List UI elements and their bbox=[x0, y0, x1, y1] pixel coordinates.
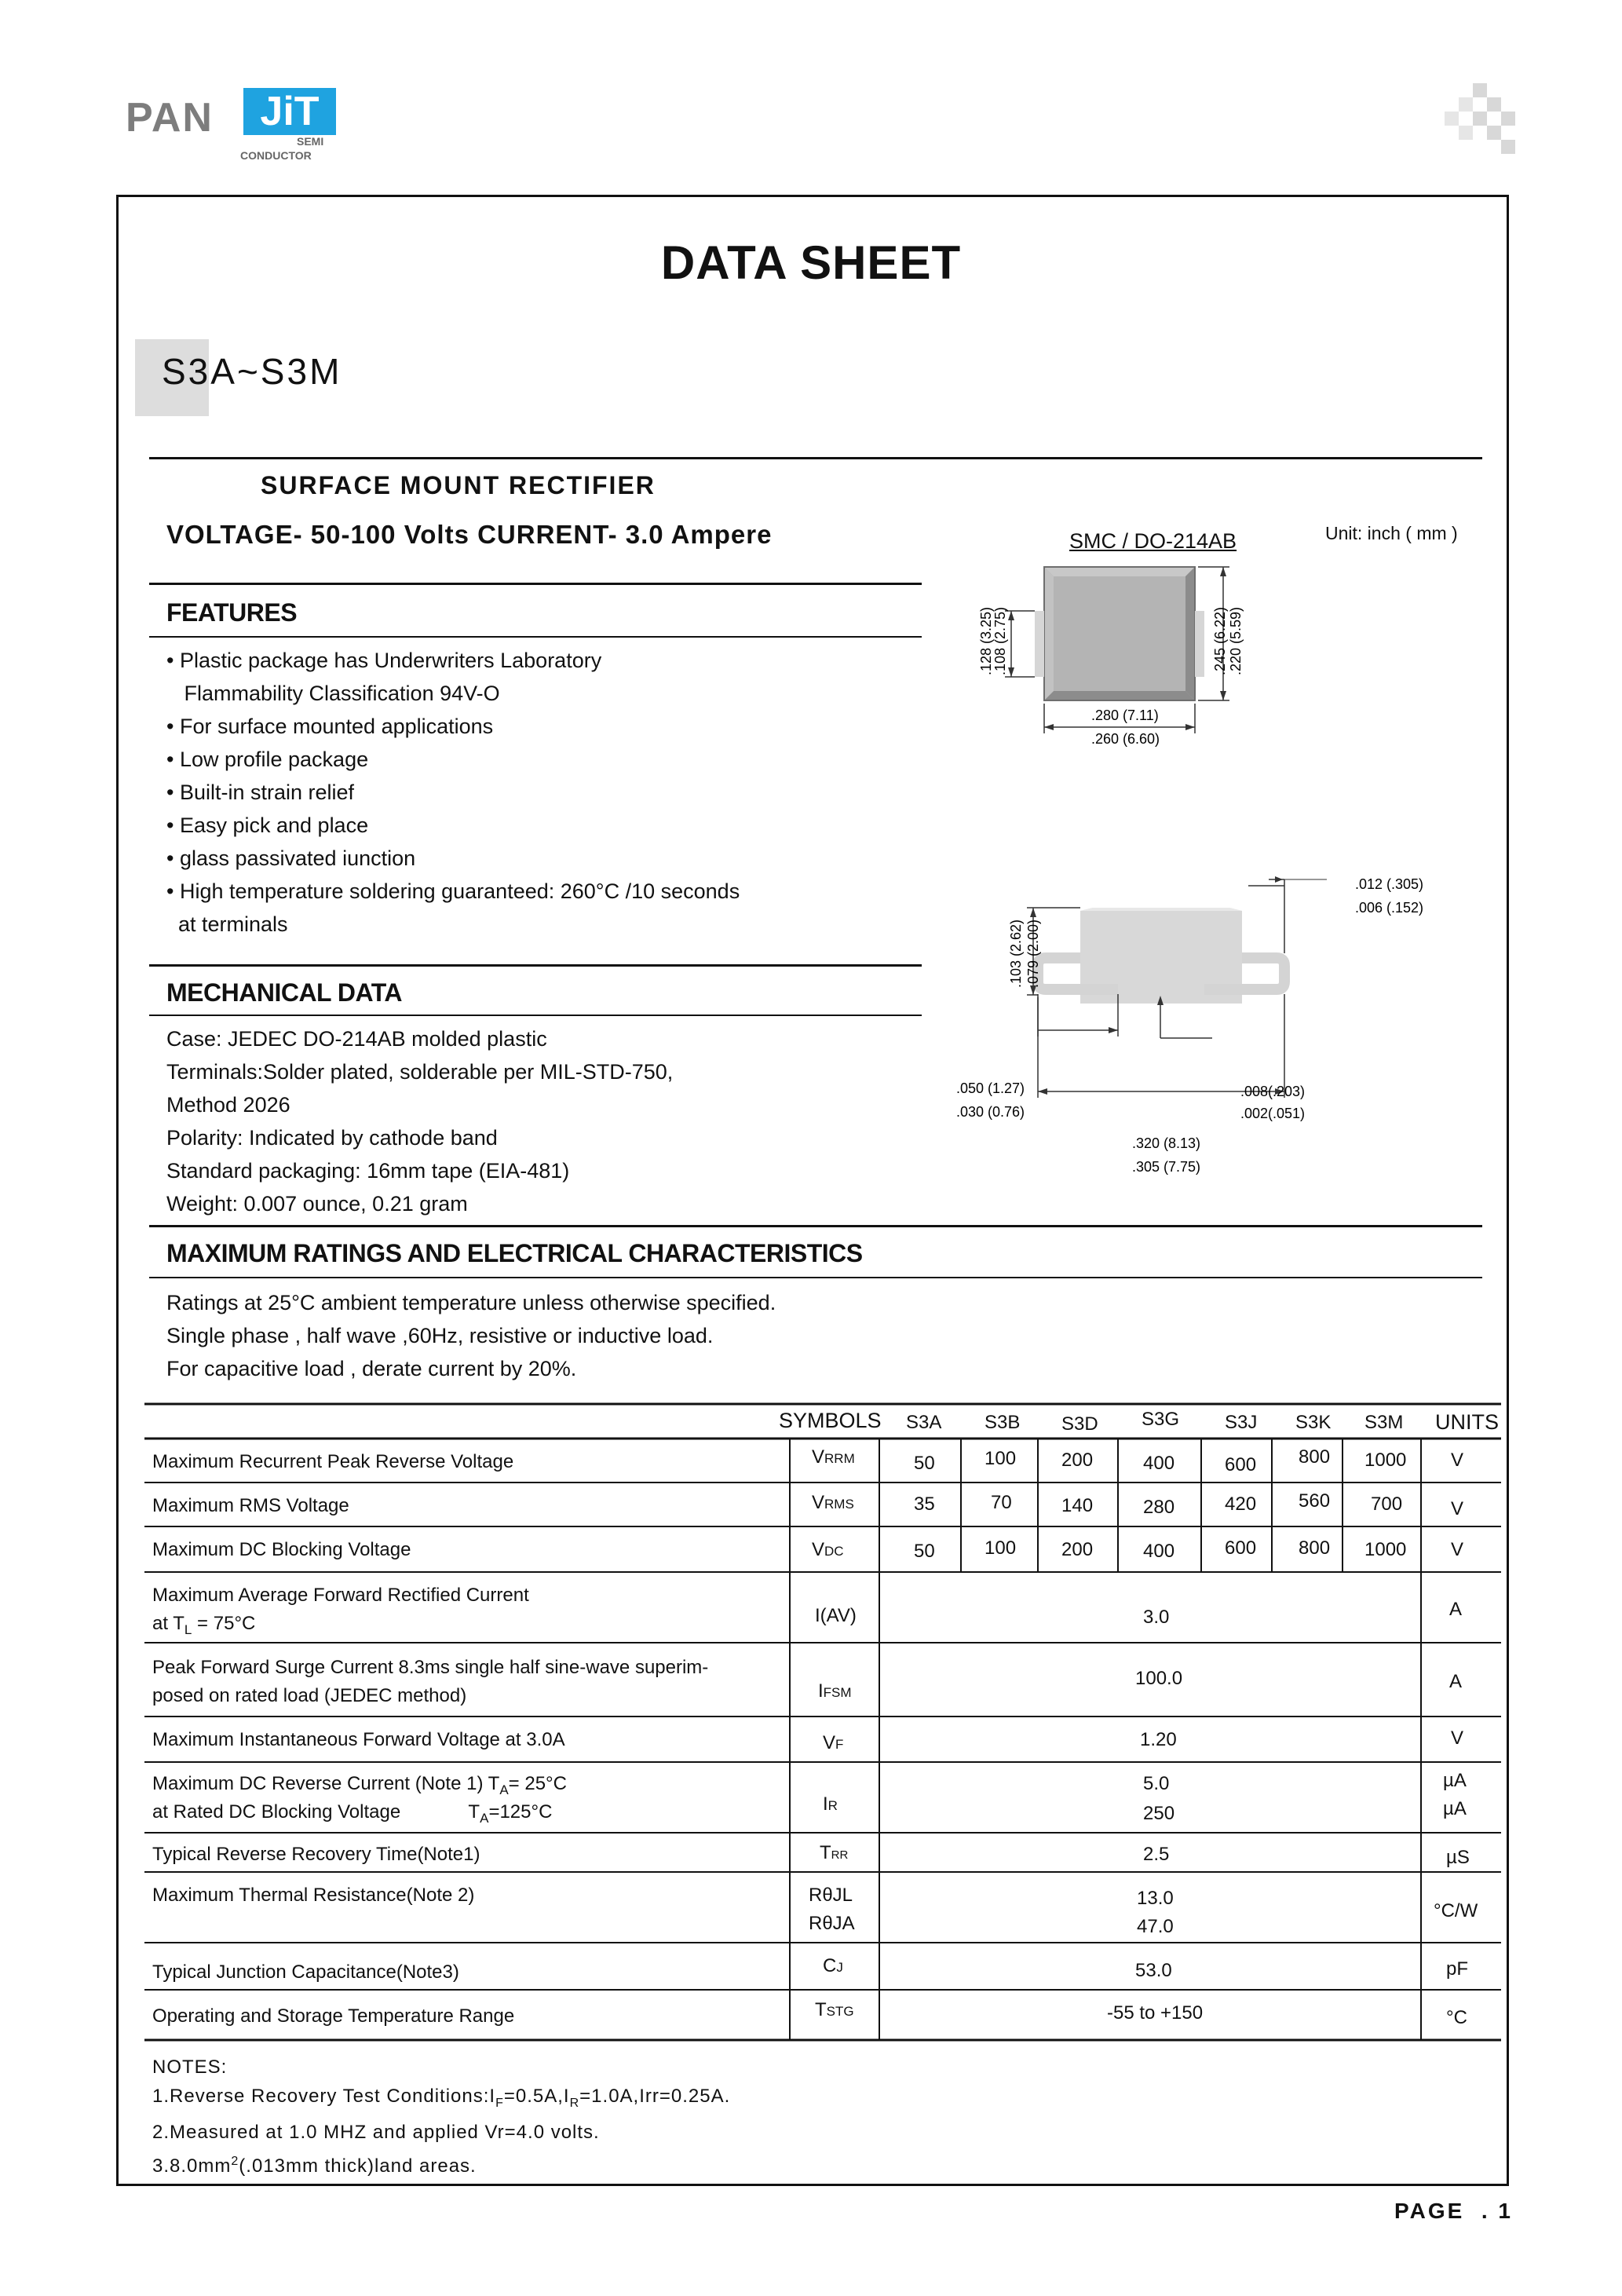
page-title: DATA SHEET bbox=[660, 236, 962, 289]
header-s3m: S3M bbox=[1364, 1412, 1404, 1433]
feature-item: • Low profile package bbox=[166, 748, 369, 771]
row-symbol: TRR bbox=[820, 1842, 849, 1863]
value-s3k: 800 bbox=[1299, 1537, 1331, 1559]
value-s3d: 200 bbox=[1061, 1539, 1094, 1560]
row-symbol: VRMS bbox=[812, 1492, 854, 1513]
value-s3j: 420 bbox=[1225, 1493, 1257, 1515]
features-heading: FEATURES bbox=[166, 598, 298, 627]
row-param: Typical Reverse Recovery Time(Note1) bbox=[152, 1844, 480, 1865]
feature-item: • glass passivated iunction bbox=[166, 846, 416, 870]
row-symbol: TSTG bbox=[815, 1999, 854, 2020]
value-s3a: 50 bbox=[914, 1453, 935, 1474]
row-value-2: 47.0 bbox=[1137, 1916, 1174, 1937]
part-number: S3A~S3M bbox=[162, 351, 342, 392]
value-s3g: 400 bbox=[1143, 1453, 1175, 1474]
row-value: 100.0 bbox=[1135, 1668, 1183, 1689]
row-value-2: 250 bbox=[1143, 1803, 1175, 1824]
value-s3j: 600 bbox=[1225, 1454, 1257, 1475]
row-param: Maximum Average Forward Rectified Current bbox=[152, 1585, 529, 1606]
row-unit: A bbox=[1449, 1671, 1463, 1692]
ratings-note: Ratings at 25°C ambient temperature unless otherwise specified. bbox=[166, 1291, 776, 1314]
logo-semi-text: SEMI bbox=[297, 135, 324, 148]
feature-item: • Easy pick and place bbox=[166, 813, 369, 837]
row-value: 1.20 bbox=[1140, 1729, 1177, 1750]
value-s3b: 100 bbox=[985, 1537, 1017, 1559]
row-unit: A bbox=[1449, 1599, 1463, 1620]
row-value: 53.0 bbox=[1135, 1960, 1172, 1981]
row-param-line2: at Rated DC Blocking Voltage $T_A=125^\circ C$ bbox=[152, 1801, 553, 1826]
header-s3a: S3A bbox=[906, 1412, 942, 1433]
row-unit: °C/W bbox=[1434, 1900, 1478, 1921]
row-unit: °C bbox=[1446, 2007, 1467, 2028]
row-param-line2: posed on rated load (JEDEC method) bbox=[152, 1685, 467, 1706]
header-s3k: S3K bbox=[1295, 1412, 1332, 1433]
row-unit: V bbox=[1451, 1539, 1464, 1560]
dim-side-standoff-1: .008(.203) bbox=[1240, 1084, 1306, 1099]
dim-side-height-2: .079 (2.00) bbox=[1025, 919, 1041, 988]
dim-side-lead-1: .012 (.305) bbox=[1355, 876, 1424, 892]
dim-side-length-1: .320 (8.13) bbox=[1132, 1135, 1201, 1151]
package-name: SMC / DO-214AB bbox=[1069, 529, 1237, 553]
value-s3b: 100 bbox=[985, 1448, 1017, 1469]
dim-side-standoff-2: .002(.051) bbox=[1240, 1106, 1306, 1121]
dim-side-height-1: .103 (2.62) bbox=[1008, 919, 1024, 988]
logo-pan-text: PAN bbox=[126, 95, 214, 141]
row-unit: µS bbox=[1446, 1847, 1470, 1868]
dim-side-lead-2: .006 (.152) bbox=[1355, 900, 1424, 916]
value-s3b: 70 bbox=[991, 1492, 1012, 1513]
row-symbol: VRRM bbox=[812, 1446, 855, 1468]
dim-top-body-1: .245 (6.22) bbox=[1212, 606, 1228, 675]
row-unit: V bbox=[1451, 1450, 1464, 1471]
row-param: Maximum DC Reverse Current (Note 1) $T_A= 25^\circ C$ bbox=[152, 1773, 567, 1797]
ratings-note: For capacitive load , derate current by 20%. bbox=[166, 1357, 577, 1380]
header-units: UNITS bbox=[1435, 1410, 1499, 1434]
value-s3a: 35 bbox=[914, 1493, 935, 1515]
product-subtitle: SURFACE MOUNT RECTIFIER bbox=[261, 471, 656, 499]
row-param-line2: at $T_L = 75^\circ C$ bbox=[152, 1613, 256, 1637]
row-param: Maximum Instantaneous Forward Voltage at 3.0A bbox=[152, 1729, 565, 1750]
row-symbol: VF bbox=[823, 1732, 844, 1753]
value-s3j: 600 bbox=[1225, 1537, 1257, 1559]
mechanical-item: Terminals:Solder plated, solderable per MIL-STD-750, bbox=[166, 1060, 674, 1084]
row-param: Typical Junction Capacitance(Note3) bbox=[152, 1961, 459, 1983]
ratings-heading: MAXIMUM RATINGS AND ELECTRICAL CHARACTERISTICS bbox=[166, 1239, 863, 1267]
notes bbox=[152, 2053, 730, 2181]
dim-top-body-2: .220 (5.59) bbox=[1228, 606, 1244, 675]
dim-side-foot-1: .050 (1.27) bbox=[956, 1080, 1025, 1096]
mechanical-heading: MECHANICAL DATA bbox=[166, 978, 403, 1007]
value-s3g: 400 bbox=[1143, 1541, 1175, 1562]
header-s3b: S3B bbox=[985, 1412, 1021, 1433]
feature-item: at terminals bbox=[166, 912, 288, 936]
value-s3k: 560 bbox=[1299, 1490, 1331, 1512]
note-2: 2.Measured at 1.0 MHZ and applied Vr=4.0 volts. bbox=[152, 2121, 600, 2143]
mechanical-item: Weight: 0.007 ounce, 0.21 gram bbox=[166, 1192, 468, 1216]
row-symbol: IFSM bbox=[818, 1680, 852, 1702]
value-s3a: 50 bbox=[914, 1541, 935, 1562]
mechanical-item: Standard packaging: 16mm tape (EIA-481) bbox=[166, 1159, 570, 1183]
row-unit-1: µA bbox=[1443, 1770, 1467, 1791]
dim-top-height-2: .108 (2.75) bbox=[992, 606, 1008, 675]
dim-top-height-1: .128 (3.25) bbox=[978, 606, 994, 675]
row-param: Operating and Storage Temperature Range bbox=[152, 2005, 515, 2027]
feature-item: • High temperature soldering guaranteed: 260°C /10 seconds bbox=[166, 879, 740, 903]
row-unit: pF bbox=[1446, 1958, 1469, 1980]
row-symbol-1: RθJL bbox=[809, 1885, 853, 1906]
row-param: Maximum Recurrent Peak Reverse Voltage bbox=[152, 1451, 514, 1472]
dim-side-foot-2: .030 (0.76) bbox=[956, 1104, 1025, 1120]
dim-top-width-1: .280 (7.11) bbox=[1091, 707, 1159, 723]
row-value-1: 5.0 bbox=[1143, 1773, 1170, 1794]
feature-item: Flammability Classification 94V-O bbox=[166, 682, 500, 705]
row-symbol: VDC bbox=[812, 1539, 844, 1560]
row-value: 3.0 bbox=[1143, 1607, 1170, 1628]
row-unit: V bbox=[1451, 1498, 1464, 1519]
note-3: $3.8.0mm^2(.013mm$ thick)land areas. bbox=[152, 2154, 477, 2177]
value-s3d: 200 bbox=[1061, 1450, 1094, 1471]
logo-jit-text: JiT bbox=[243, 88, 336, 135]
ratings-note: Single phase , half wave ,60Hz, resistive or inductive load. bbox=[166, 1324, 714, 1347]
row-symbol: IR bbox=[823, 1793, 838, 1815]
voltage-current-spec: VOLTAGE- 50-100 Volts CURRENT- 3.0 Ampere bbox=[166, 520, 773, 549]
value-s3d: 140 bbox=[1061, 1495, 1094, 1516]
logo-conductor-text: CONDUCTOR bbox=[240, 149, 312, 162]
header-symbols: SYMBOLS bbox=[779, 1409, 882, 1432]
dim-side-length-2: .305 (7.75) bbox=[1132, 1159, 1201, 1175]
row-value-1: 13.0 bbox=[1137, 1888, 1174, 1909]
value-s3m: 700 bbox=[1371, 1493, 1403, 1515]
unit-note: Unit: inch ( mm ) bbox=[1325, 523, 1458, 543]
row-param: Maximum Thermal Resistance(Note 2) bbox=[152, 1885, 475, 1906]
mechanical-item: Case: JEDEC DO-214AB molded plastic bbox=[166, 1027, 547, 1051]
mechanical-item: Method 2026 bbox=[166, 1093, 290, 1117]
row-param: Maximum DC Blocking Voltage bbox=[152, 1539, 411, 1560]
page-number: PAGE . 1 bbox=[1394, 2199, 1513, 2223]
notes-heading: NOTES: bbox=[152, 2057, 228, 2078]
row-param: Maximum RMS Voltage bbox=[152, 1495, 349, 1516]
row-unit: V bbox=[1451, 1727, 1464, 1749]
header-s3d: S3D bbox=[1061, 1413, 1098, 1435]
header-s3g: S3G bbox=[1142, 1409, 1180, 1430]
feature-item: • Built-in strain relief bbox=[166, 781, 355, 804]
dim-top-width-2: .260 (6.60) bbox=[1091, 731, 1160, 747]
value-s3k: 800 bbox=[1299, 1446, 1331, 1468]
header-s3j: S3J bbox=[1225, 1412, 1258, 1433]
row-value: 2.5 bbox=[1143, 1844, 1170, 1865]
value-s3m: 1000 bbox=[1364, 1450, 1407, 1471]
row-symbol: CJ bbox=[823, 1955, 843, 1976]
value-s3m: 1000 bbox=[1364, 1539, 1407, 1560]
value-s3g: 280 bbox=[1143, 1497, 1175, 1518]
row-value: -55 to +150 bbox=[1107, 2002, 1204, 2024]
note-1: 1.Reverse Recovery Test $Conditions:I_F=0.5A,I_R=1.0A,Irr=0.25A$. bbox=[152, 2086, 731, 2110]
feature-item: • Plastic package has Underwriters Laboratory bbox=[166, 649, 602, 672]
row-param: Peak Forward Surge Current 8.3ms single half sine-wave superim- bbox=[152, 1657, 709, 1678]
feature-item: • For surface mounted applications bbox=[166, 715, 494, 738]
mechanical-item: Polarity: Indicated by cathode band bbox=[166, 1126, 498, 1150]
row-unit-2: µA bbox=[1443, 1798, 1467, 1819]
row-symbol: I(AV) bbox=[815, 1605, 857, 1626]
row-symbol-2: RθJA bbox=[809, 1913, 855, 1934]
